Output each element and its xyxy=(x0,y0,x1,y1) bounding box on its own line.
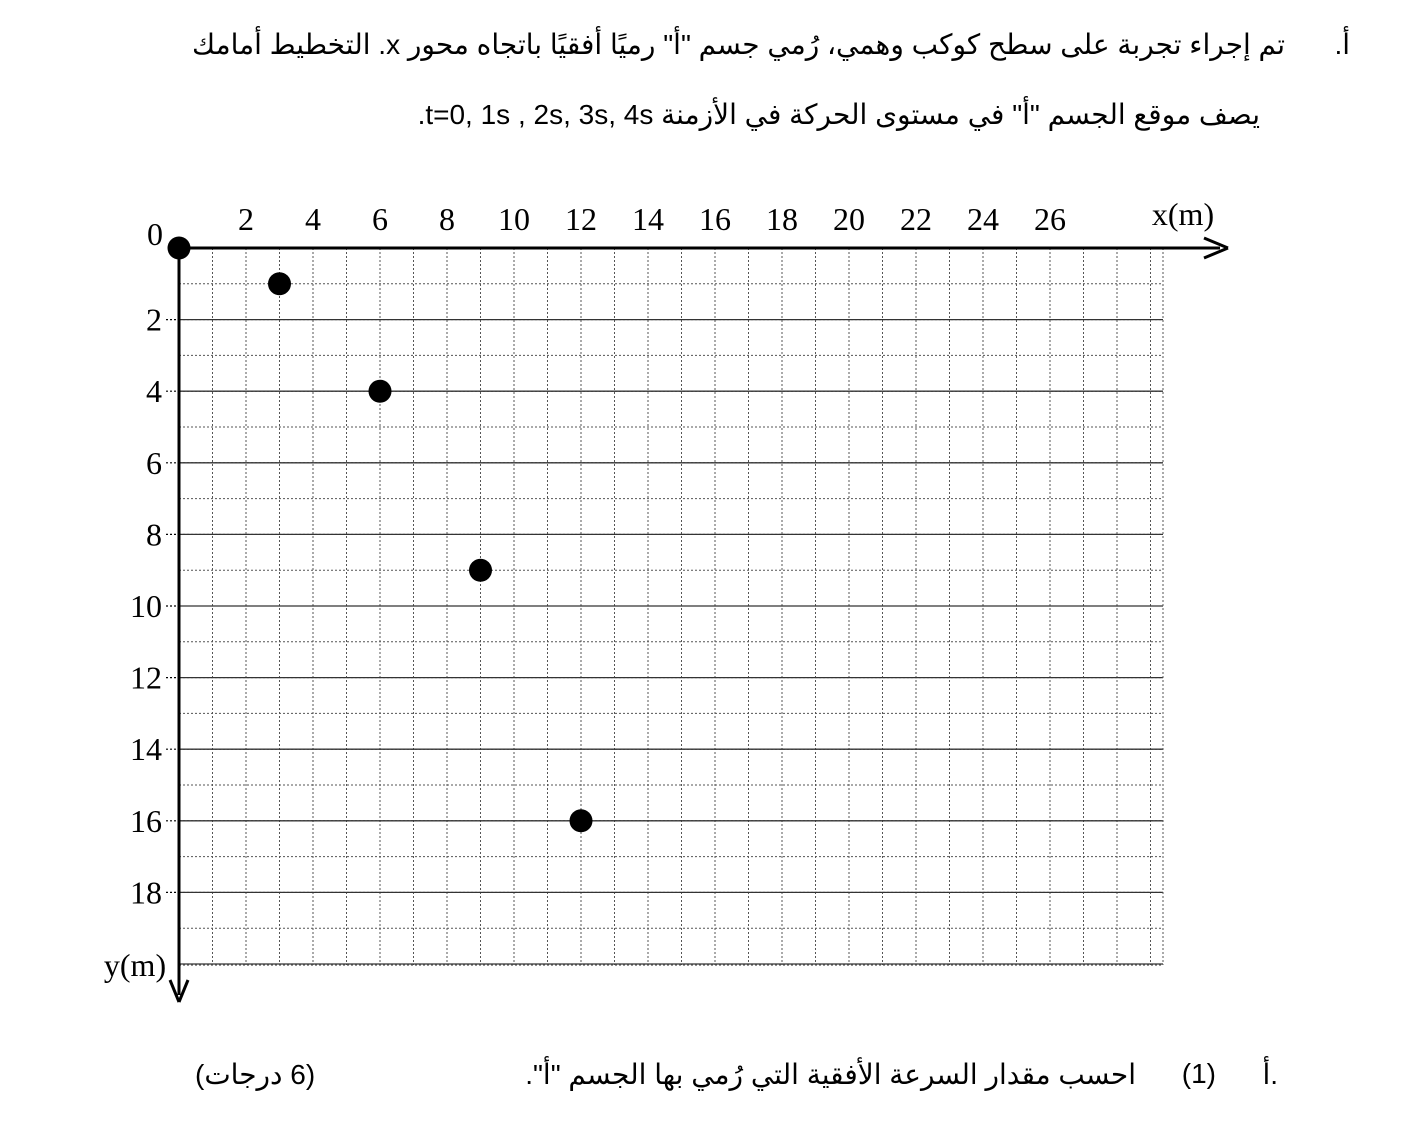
x-tick-label: 26 xyxy=(1034,201,1066,237)
x-tick-label: 2 xyxy=(238,201,254,237)
intro-line-1: تم إجراء تجربة على سطح كوكب وهمي، رُمي جسم "أ" رميًا أفقيًا باتجاه محور x. التخطيط أمامك xyxy=(191,29,1285,60)
y-tick-label: 6 xyxy=(146,444,162,481)
x-axis-label: x(m) xyxy=(1151,196,1215,232)
chart-svg xyxy=(0,180,1411,1020)
axes xyxy=(170,238,1228,1002)
y-axis-label: y(m) xyxy=(103,947,167,983)
x-tick-label: 16 xyxy=(699,201,731,237)
x-tick-label: 24 xyxy=(967,201,999,237)
tick-labels xyxy=(104,196,1214,983)
y-tick-label: 4 xyxy=(146,373,162,410)
y-tick-label: 12 xyxy=(130,659,162,696)
y-tick-label: 14 xyxy=(130,731,162,768)
x-tick-label: 18 xyxy=(766,201,798,237)
y-tick-label: 10 xyxy=(130,588,162,624)
trajectory-chart xyxy=(0,180,1411,1020)
x-tick-label: 8 xyxy=(439,201,455,237)
y-tick-label: 2 xyxy=(146,301,162,338)
intro-line-2: يصف موقع الجسم "أ" في مستوى الحركة في الأزمنة t=0, 1s , 2s, 3s, 4s. xyxy=(417,99,1260,130)
data-point xyxy=(469,559,492,582)
grid xyxy=(179,248,1163,965)
data-point xyxy=(268,272,291,295)
x-tick-label: 22 xyxy=(900,201,932,237)
question-label: أ. xyxy=(1262,1059,1278,1090)
x-tick-label: 12 xyxy=(565,201,597,237)
question-number: (1) xyxy=(1181,1058,1216,1089)
y-tick-label: 8 xyxy=(146,516,162,553)
data-point xyxy=(570,809,593,832)
data-point xyxy=(168,237,191,260)
y-tick-label: 16 xyxy=(130,802,162,839)
x-tick-label: 14 xyxy=(632,201,664,237)
x-tick-label: 4 xyxy=(305,201,321,237)
intro-label: أ. xyxy=(1334,29,1350,60)
origin-label: 0 xyxy=(147,216,163,252)
x-tick-label: 10 xyxy=(498,201,530,237)
data-point xyxy=(369,380,392,403)
x-tick-label: 20 xyxy=(833,201,865,237)
problem-intro xyxy=(50,14,1350,144)
y-tick-label: 18 xyxy=(130,874,162,911)
question-text: احسب مقدار السرعة الأفقية التي رُمي بها الجسم "أ". xyxy=(525,1059,1136,1090)
question-1 xyxy=(0,1050,1411,1110)
question-points: (6 درجات) xyxy=(195,1059,316,1090)
x-tick-label: 6 xyxy=(372,201,388,237)
